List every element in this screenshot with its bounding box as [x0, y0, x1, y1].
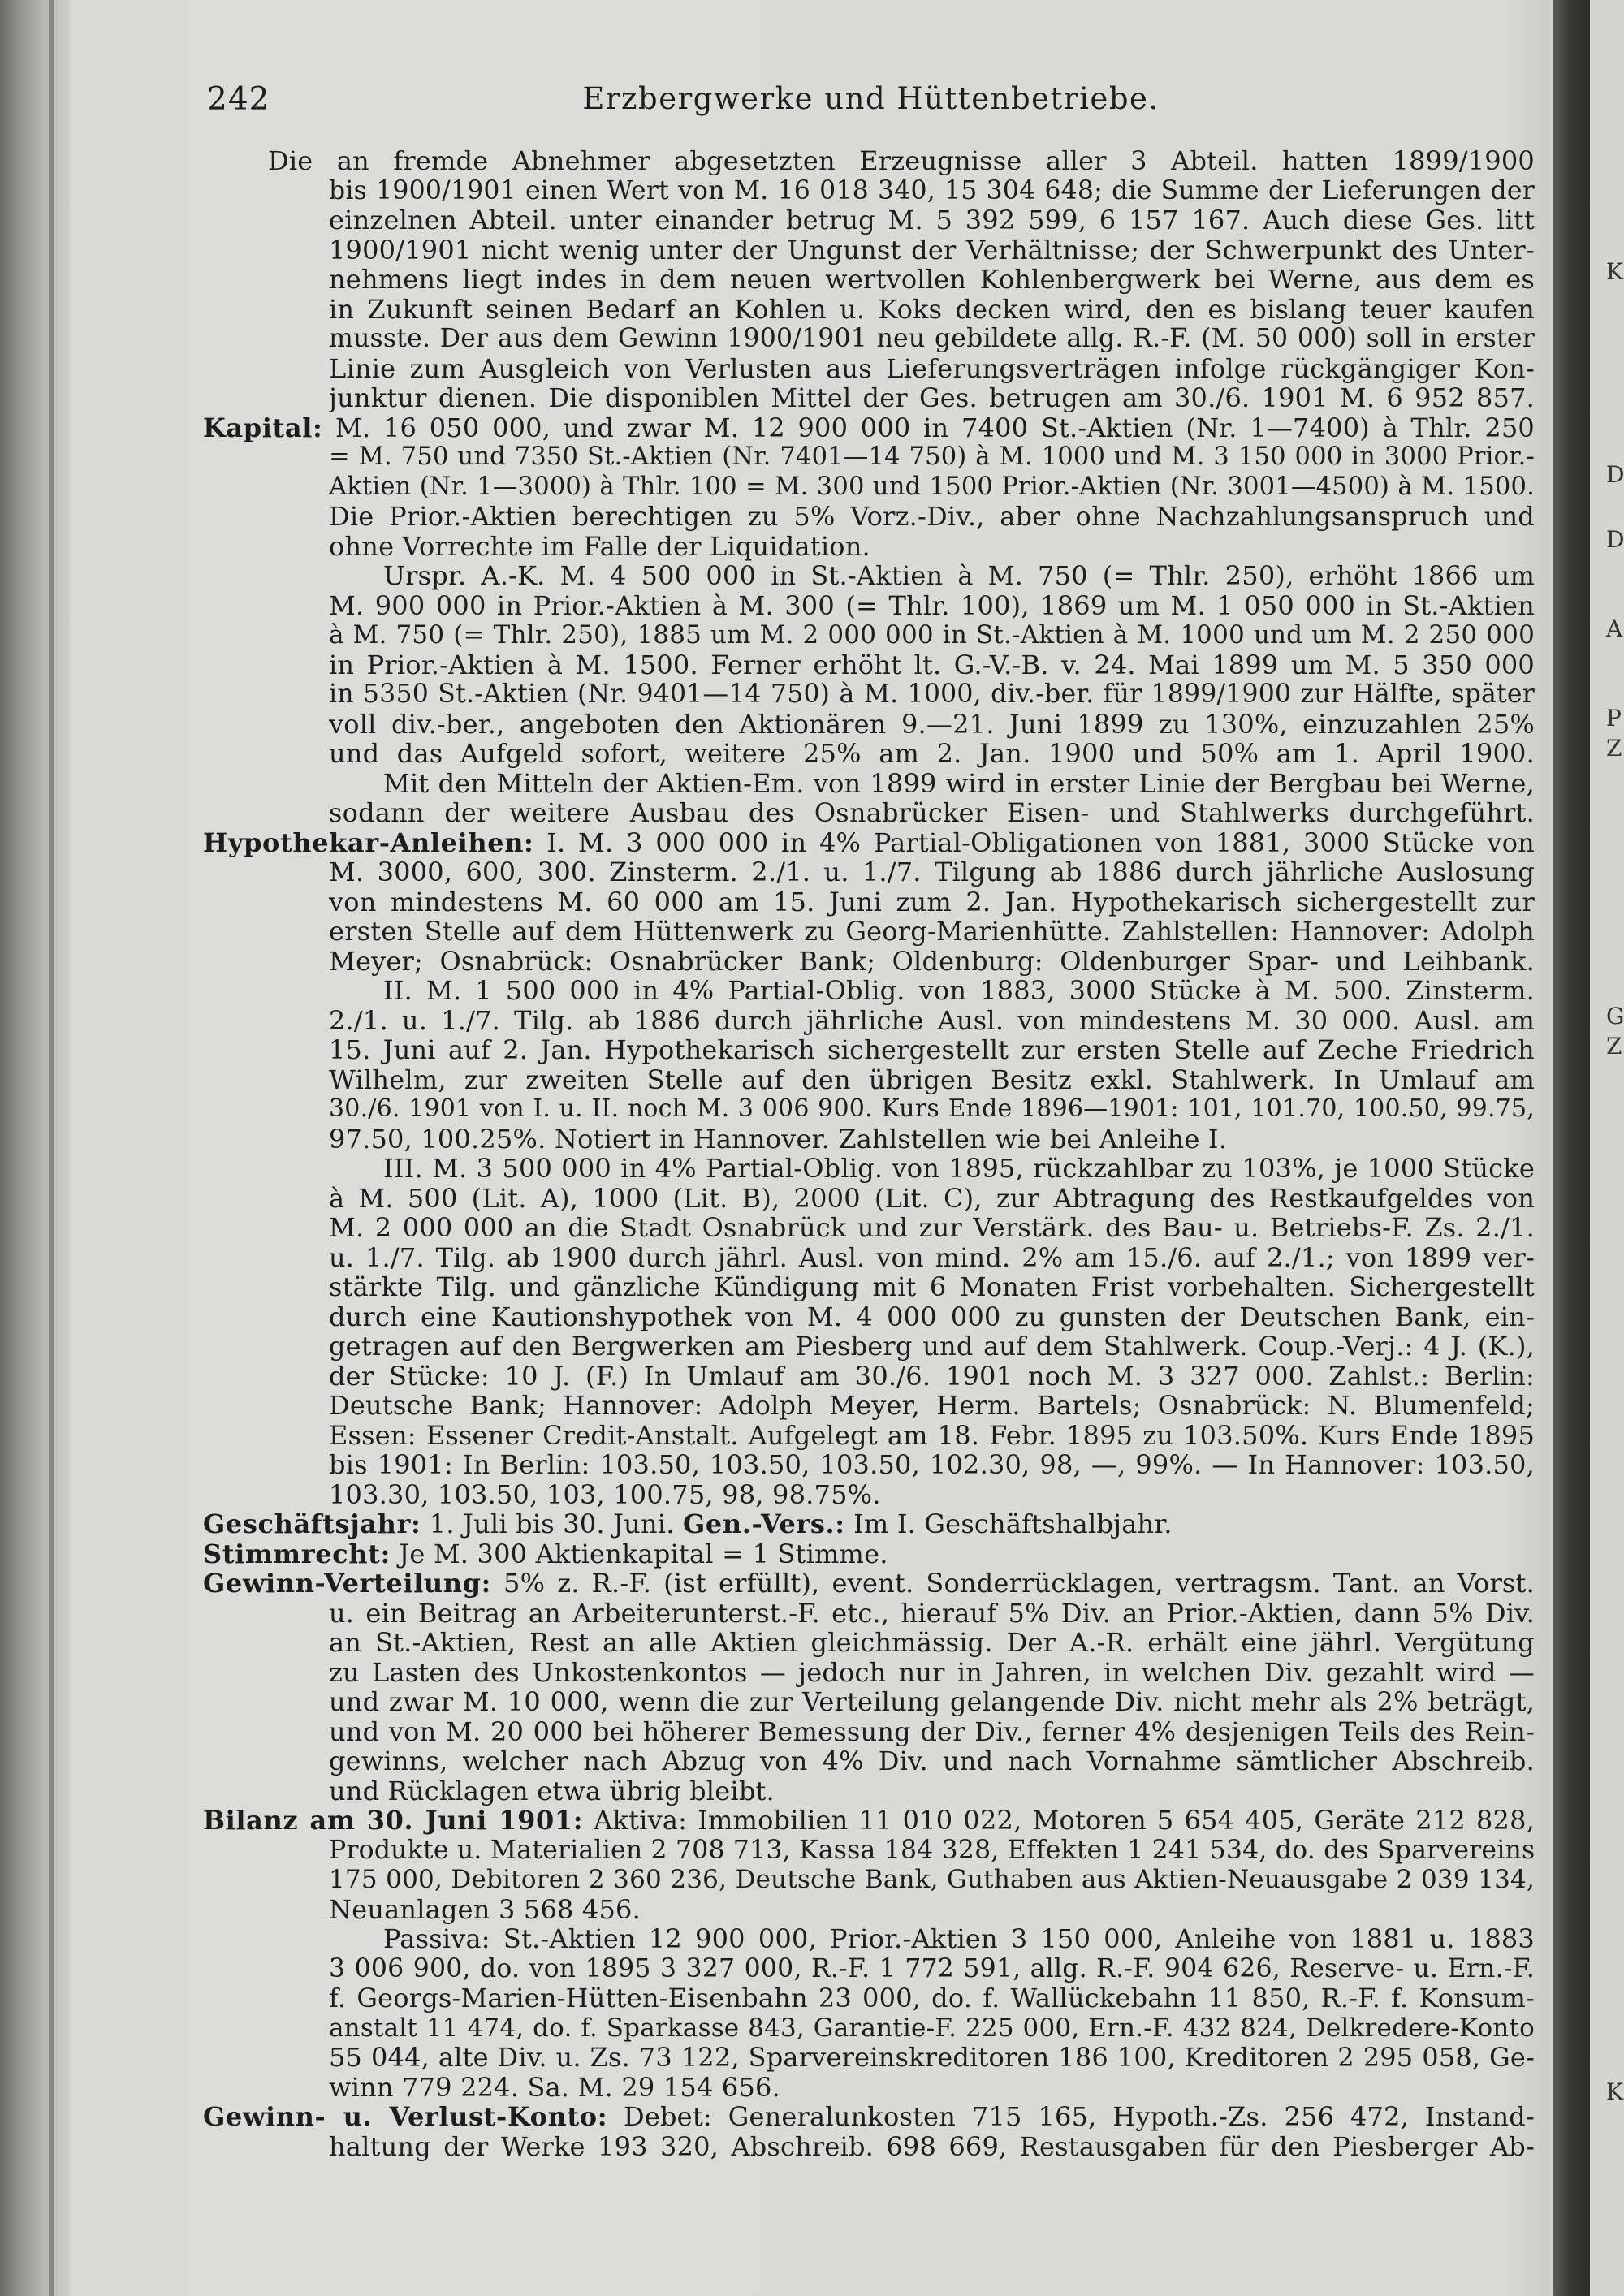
- adjacent-page-letter: A: [1606, 615, 1623, 642]
- text-line: M. 900 000 in Prior.-Aktien à M. 300 (= Thlr. 100), 1869 um M. 1 050 000 in St.-Aktien: [329, 590, 1535, 620]
- adjacent-page-letter: Z: [1606, 1033, 1622, 1060]
- text-line: Meyer; Osnabrück: Osnabrücker Bank; Oldenburg: Oldenburger Spar- und Leihbank.: [329, 946, 1535, 976]
- text-line: an St.-Aktien, Rest an alle Aktien gleichmässig. Der A.-R. erhält eine jährl. Vergütung: [329, 1628, 1535, 1658]
- text-line: à M. 500 (Lit. A), 1000 (Lit. B), 2000 (Lit. C), zur Abtragung des Restkaufgeldes von: [329, 1183, 1535, 1213]
- adjacent-page-letter: K: [1606, 258, 1623, 285]
- text-line: Gewinn-Verteilung: 5% z. R.-F. (ist erfüllt), event. Sonderrücklagen, vertragsm. Tant. an Vorst.: [203, 1569, 1535, 1599]
- text-line: zu Lasten des Unkostenkontos — jedoch nur in Jahren, in welchen Div. gezahlt wird —: [329, 1657, 1535, 1687]
- page-number: 242: [207, 81, 270, 118]
- text-line: u. ein Beitrag an Arbeiterunterst.-F. etc., hierauf 5% Div. an Prior.-Aktien, dann 5% Div.: [329, 1598, 1535, 1628]
- text-line: Bilanz am 30. Juni 1901: Aktiva: Immobilien 11 010 022, Motoren 5 654 405, Geräte 212 828,: [203, 1806, 1535, 1836]
- adjacent-page-letter: G: [1606, 1003, 1624, 1029]
- text-line: Aktien (Nr. 1—3000) à Thlr. 100 = M. 300 und 1500 Prior.-Aktien (Nr. 3001—4500) à M. 1500.: [329, 472, 1535, 501]
- text-line: 97.50, 100.25%. Notiert in Hannover. Zahlstellen wie bei Anleihe I.: [329, 1124, 1228, 1154]
- text-line: = M. 750 und 7350 St.-Aktien (Nr. 7401—14 750) à M. 1000 und M. 3 150 000 in 3000 Prior.-: [329, 442, 1535, 471]
- text-line: Essen: Essener Credit-Anstalt. Aufgelegt am 18. Febr. 1895 zu 103.50%. Kurs Ende 1895: [329, 1420, 1535, 1450]
- text-line: II. M. 1 500 000 in 4% Partial-Oblig. von 1883, 3000 Stücke à M. 500. Zinsterm.: [383, 976, 1535, 1006]
- adjacent-page-letter: D: [1606, 461, 1624, 488]
- book-binding-shadow: [0, 0, 70, 2296]
- text-line: haltung der Werke 193 320, Abschreib. 698 669, Restausgaben für den Piesberger Ab-: [329, 2131, 1535, 2161]
- adjacent-page-edge: [1553, 0, 1590, 2296]
- text-line: nehmens liegt indes in dem neuen wertvollen Kohlenbergwerk bei Werne, aus dem es: [329, 265, 1535, 295]
- section-label-hypothekar: Hypothekar-Anleihen:: [203, 827, 534, 857]
- text-line: stärkte Tilg. und gänzliche Kündigung mit 6 Monaten Frist vorbehalten. Sichergestellt: [329, 1272, 1535, 1302]
- section-label-stimmrecht: Stimmrecht:: [203, 1539, 391, 1569]
- section-label-kapital: Kapital:: [203, 412, 323, 442]
- text-line: Urspr. A.-K. M. 4 500 000 in St.-Aktien à M. 750 (= Thlr. 250), erhöht 1866 um: [383, 561, 1535, 591]
- page-title: Erzbergwerke und Hüttenbetriebe.: [582, 81, 1160, 116]
- text-line: der Stücke: 10 J. (F.) In Umlauf am 30./6. 1901 noch M. 3 327 000. Zahlst.: Berlin:: [329, 1361, 1535, 1391]
- text-line: und Rücklagen etwa übrig bleibt.: [329, 1776, 775, 1806]
- text-line: in Prior.-Aktien à M. 1500. Ferner erhöht lt. G.-V.-B. v. 24. Mai 1899 um M. 5 350 000: [329, 650, 1535, 680]
- text-line: in Zukunft seinen Bedarf an Kohlen u. Koks decken wird, den es bislang teuer kaufen: [329, 294, 1535, 324]
- adjacent-page-letter: P: [1606, 705, 1622, 732]
- running-head: [207, 81, 1535, 122]
- text-line: junktur dienen. Die disponiblen Mittel der Ges. betrugen am 30./6. 1901 M. 6 952 857.: [329, 383, 1535, 413]
- text-line: getragen auf den Bergwerken am Piesberg und auf dem Stahlwerk. Coup.-Verj.: 4 J. (K.),: [329, 1331, 1535, 1362]
- text-line: in 5350 St.-Aktien (Nr. 9401—14 750) à M. 1000, div.-ber. für 1899/1900 zur Hälfte, später: [329, 680, 1535, 709]
- text-line: M. 2 000 000 an die Stadt Osnabrück und zur Verstärk. des Bau- u. Betriebs-F. Zs. 2./1.: [329, 1213, 1535, 1243]
- section-label-geschaeftsjahr: Geschäftsjahr:: [203, 1509, 421, 1539]
- text-line: bis 1901: In Berlin: 103.50, 103.50, 103.50, 102.30, 98, —, 99%. — In Hannover: 103.50,: [329, 1450, 1535, 1480]
- text-line: 175 000, Debitoren 2 360 236, Deutsche Bank, Guthaben aus Aktien-Neuausgabe 2 039 134,: [329, 1865, 1535, 1894]
- text-line: bis 1900/1901 einen Wert von M. 16 018 340, 15 304 648; die Summe der Lieferungen der: [329, 175, 1535, 205]
- text-line: Passiva: St.-Aktien 12 900 000, Prior.-Aktien 3 150 000, Anleihe von 1881 u. 1883: [383, 1924, 1535, 1954]
- adjacent-page-letter: D: [1606, 526, 1624, 553]
- text-line: und zwar M. 10 000, wenn die zur Verteilung gelangende Div. nicht mehr als 2% beträgt,: [329, 1687, 1535, 1717]
- text-line: von mindestens M. 60 000 am 15. Juni zum 2. Jan. Hypothekarisch sichergestellt zur: [329, 887, 1535, 917]
- text-line: sodann der weitere Ausbau des Osnabrücker Eisen- und Stahlwerks durchgeführt.: [329, 798, 1535, 828]
- text-line: 30./6. 1901 von I. u. II. noch M. 3 006 900. Kurs Ende 1896—1901: 101, 101.70, 100.50, 99.75,: [329, 1094, 1535, 1123]
- binding-gutter-line: [49, 0, 54, 2296]
- adjacent-page-letter: K: [1606, 2078, 1623, 2105]
- text-line: anstalt 11 474, do. f. Sparkasse 843, Garantie-F. 225 000, Ern.-F. 432 824, Delkredere-Konto: [329, 2013, 1535, 2043]
- text-line: Geschäftsjahr: 1. Juli bis 30. Juni. Gen.-Vers.: Im I. Geschäftshalbjahr.: [203, 1509, 1173, 1539]
- text-line: ersten Stelle auf dem Hüttenwerk zu Georg-Marienhütte. Zahlstellen: Hannover: Adolph: [329, 917, 1535, 947]
- text-line: Die Prior.-Aktien berechtigen zu 5% Vorz.-Div., aber ohne Nachzahlungsanspruch und: [329, 502, 1535, 532]
- text-line: durch eine Kautionshypothek von M. 4 000 000 zu gunsten der Deutschen Bank, ein-: [329, 1301, 1535, 1331]
- text-line: Neuanlagen 3 568 456.: [329, 1894, 641, 1924]
- text-line: 2./1. u. 1./7. Tilg. ab 1886 durch jährliche Ausl. von mindestens M. 30 000. Ausl. am: [329, 1005, 1535, 1035]
- section-label-gewinn-verlust: Gewinn- u. Verlust-Konto:: [203, 2102, 608, 2132]
- text-line: Die an fremde Abnehmer abgesetzten Erzeugnisse aller 3 Abteil. hatten 1899/1900: [268, 146, 1535, 176]
- text-line: 3 006 900, do. von 1895 3 327 000, R.-F. 1 772 591, allg. R.-F. 904 626, Reserve- u. Ern.-F.: [329, 1953, 1535, 1983]
- text-line: voll div.-ber., angeboten den Aktionären 9.—21. Juni 1899 zu 130%, einzuzahlen 25%: [329, 709, 1535, 739]
- text-line: III. M. 3 500 000 in 4% Partial-Oblig. von 1895, rückzahlbar zu 103%, je 1000 Stücke: [383, 1154, 1535, 1184]
- section-label-gen-vers: Gen.-Vers.:: [682, 1509, 845, 1539]
- text-line: M. 3000, 600, 300. Zinsterm. 2./1. u. 1./7. Tilgung ab 1886 durch jährliche Auslosung: [329, 857, 1535, 887]
- text-line: u. 1./7. Tilg. ab 1900 durch jährl. Ausl. von mind. 2% am 15./6. auf 2./1.; von 1899 ver-: [329, 1242, 1535, 1272]
- text-line: Linie zum Ausgleich von Verlusten aus Lieferungsverträgen infolge rückgängiger Kon-: [329, 353, 1535, 383]
- text-line: 103.30, 103.50, 103, 100.75, 98, 98.75%.: [329, 1479, 881, 1509]
- text-line: 15. Juni auf 2. Jan. Hypothekarisch sichergestellt zur ersten Stelle auf Zeche Friedrich: [329, 1035, 1535, 1065]
- text-line: à M. 750 (= Thlr. 250), 1885 um M. 2 000 000 in St.-Aktien à M. 1000 und um M. 2 250 000: [329, 620, 1535, 650]
- text-line: gewinns, welcher nach Abzug von 4% Div. und nach Vornahme sämtlicher Abschreib.: [329, 1746, 1535, 1776]
- text-line: Gewinn- u. Verlust-Konto: Debet: Generalunkosten 715 165, Hypoth.-Zs. 256 472, Instand-: [203, 2102, 1535, 2132]
- text-line: 55 044, alte Div. u. Zs. 73 122, Sparvereinskreditoren 186 100, Kreditoren 2 295 058, Ge-: [329, 2043, 1535, 2073]
- body-text: [203, 146, 1535, 2225]
- text-line: einzelnen Abteil. unter einander betrug M. 5 392 599, 6 157 167. Auch diese Ges. litt: [329, 205, 1535, 235]
- text-line: Mit den Mitteln der Aktien-Em. von 1899 wird in erster Linie der Bergbau bei Werne,: [383, 768, 1535, 798]
- text-line: und das Aufgeld sofort, weitere 25% am 2. Jan. 1900 und 50% am 1. April 1900.: [329, 739, 1535, 769]
- text-line: ohne Vorrechte im Falle der Liquidation.: [329, 531, 870, 561]
- text-line: Hypothekar-Anleihen: I. M. 3 000 000 in 4% Partial-Obligationen von 1881, 3000 Stücke von: [203, 827, 1535, 857]
- adjacent-page-letter: Z: [1606, 735, 1622, 762]
- text-line: f. Georgs-Marien-Hütten-Eisenbahn 23 000, do. f. Wallückebahn 11 850, R.-F. f. Konsum-: [329, 1983, 1535, 2013]
- text-line: Deutsche Bank; Hannover: Adolph Meyer, Herm. Bartels; Osnabrück: N. Blumenfeld;: [329, 1391, 1535, 1421]
- text-line: winn 779 224. Sa. M. 29 154 656.: [329, 2072, 780, 2102]
- text-line: Wilhelm, zur zweiten Stelle auf den übrigen Besitz exkl. Stahlwerk. In Umlauf am: [329, 1064, 1535, 1094]
- text-line: und von M. 20 000 bei höherer Bemessung der Div., ferner 4% desjenigen Teils des Rein-: [329, 1716, 1535, 1746]
- text-line: Produkte u. Materialien 2 708 713, Kassa 184 328, Effekten 1 241 534, do. des Sparvereins: [329, 1835, 1535, 1865]
- text-line: 1900/1901 nicht wenig unter der Ungunst der Verhältnisse; der Schwerpunkt des Unter-: [329, 235, 1535, 265]
- text-line: musste. Der aus dem Gewinn 1900/1901 neu gebildete allg. R.-F. (M. 50 000) soll in erster: [329, 324, 1535, 353]
- text-line: Kapital: M. 16 050 000, und zwar M. 12 900 000 in 7400 St.-Aktien (Nr. 1—7400) à Thlr. 250: [203, 412, 1535, 442]
- section-label-bilanz: Bilanz am 30. Juni 1901:: [203, 1806, 584, 1836]
- section-label-gewinn-verteilung: Gewinn-Verteilung:: [203, 1569, 491, 1599]
- text-line: Stimmrecht: Je M. 300 Aktienkapital = 1 Stimme.: [203, 1539, 888, 1569]
